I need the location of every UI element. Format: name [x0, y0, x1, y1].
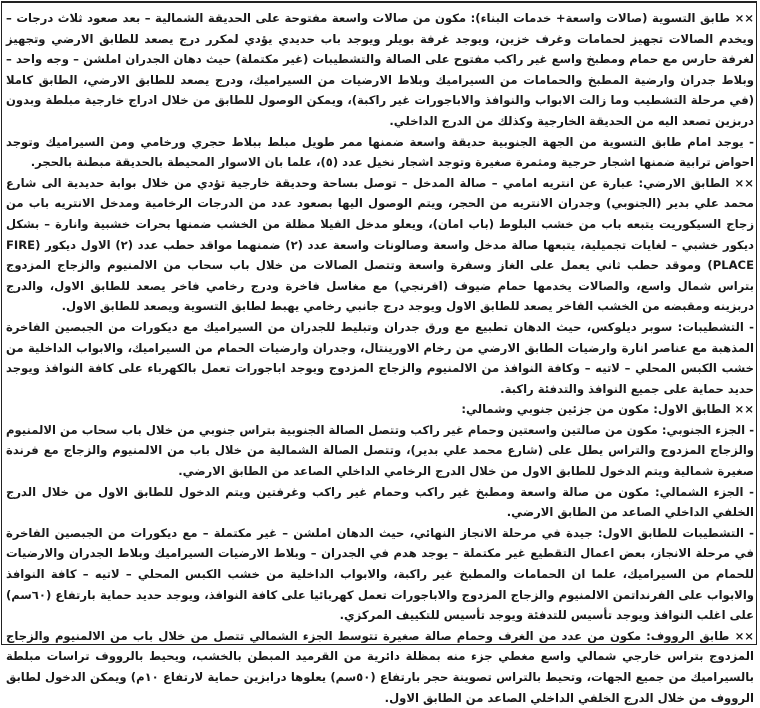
paragraph-first-floor-north: - الجزء الشمالي: مكون من صالة واسعة ومطبخ غير راكب وحمام غير راكب وغرفتين ويتم الدخول للطابق الاول من خلال الدرج الخلفي الداخلي الصاعد من الطابق الارضي.	[6, 484, 754, 520]
paragraph-roof: ×× طابق الرووف: مكون من عدد من الغرف وحمام صالة صغيرة تتوسط الجزء الشمالي تتصل من خلال باب من الالمنيوم والزجاج المزدوج بتراس خارجي شمالي واسع مغطي جزء منه بمظلة دائرية من القرميد المبطن بالخشب، ويحيط بالرووف تراسات مبلطة بالسيراميك من جميع الجهات، وتحيط بالتراس تصوينة حجر بارتفاع (٥٠سم) يعلوها درابزين حماية لارتفاع ١٠م) ويمكن الدخول لطابق الرووف من خلال الدرج الخلفي الداخلي الصاعد من الطابق الاول.	[6, 628, 754, 705]
paragraph-ground-finishes: - التشطيبات: سوبر ديلوكس، حيث الدهان تطبيع مع ورق جدران وتبليط للجدران من السيراميك مع ديكورات من الجبصين الفاخرة المذهبة مع عناصر انارة وارضيات الطابق الارضي من رخام الاورينتال، وجدران وارضيات الحمام من السيراميك، والابواب الداخلية من خشب الكبس المحلي – لاتيه – وكافة النوافذ من الالمنيوم والزجاج المزدوج ويوجد اباجورات تعمل بالكهرباء على كافة النوافذ ويوجد حديد حماية على جميع النوافذ والتدفئة راكبة.	[6, 319, 754, 396]
paragraph-first-floor-finishes: - التشطيبات للطابق الاول: جيدة في مرحلة الانجاز النهائي، حيث الدهان املشن – غير مكتملة – مع ديكورات من الجبصين الفاخرة في مرحلة الانجاز، بعض اعمال التقطيع غير مكتملة – يوجد هدم في الجدران – وبلاط الارضيات السيراميك وبلاط الجدران والارضيات للحمام من السيراميك، علما ان الحمامات والمطبخ غير راكبة، والابواب الداخلية من خشب الكبس المحلي – لاتيه – كافة النوافذ والابواب على الفرنداتمن الالمنيوم والزجاج المزدوج والاباجورات تعمل كهربائيا على كافة النوافذ، ويوجد حديد حماية بارتفاع (٦٠سم) على اغلب النوافذ ويوجد تأسيس للتدفئة ويوجد تأسيس للتكييف المركزي.	[6, 525, 754, 623]
paragraph-first-floor: ×× الطابق الاول: مكون من جزئين جنوبي وشمالي:	[461, 402, 754, 417]
paragraph-ground-floor: ×× الطابق الارضي: عبارة عن انتريه امامي – صالة المدخل – توصل بساحة وحديقة خارجية تؤدي من خلال بوابة حديدية الى شارع محمد علي بدير (الجنوبي) وجدران الانتريه من الحجر، ويتم الوصول اليها بصعود عدد من الدرجات الرخامية ومدخل الانتريه باب من زجاج السيكوريت يتبعه باب من خشب البلوط (باب امان)، ويعلو مدخل الفيلا مظلة من الخشب ضمنها بحرات خشبية وانارة – بشكل ديكور خشبي – لغايات تجميلية، يتبعها صالة مدخل واسعة وصالونات واسعة عدد (٢) ضمنهما مواقد حطب عدد (٢) الاول ديكور (FIRE PLACE) وموقد حطب ثاني يعمل على الغاز وسفرة واسعة وتتصل الصالات من خلال باب سحاب من الالمنيوم والزجاج المزدوج بتراس شمال واسع، والصالات يخدمها حمام ضيوف (افرنجي) مع مغاسل فاخرة ودرج رخامي فاخر يصعد للطابق الاول، والدرج دربزينه ومقبضه من الخشب الفاخر يصعد للطابق الاول ويوجد درج جانبي رخامي يهبط لطابق التسوية ويصعد للطابق الاول.	[6, 175, 755, 314]
paragraph-basement-garden: - يوجد امام طابق التسوية من الجهة الجنوبية حديقة واسعة ضمنها ممر طويل مبلط ببلاط حجري ورخامي ومن السيراميك وتوجد احواض ترابية ضمنها اشجار حرجية ومثمرة صغيرة وتوجد اشجار نخيل عدد (٥)، علما بان الاسوار المحيطة بالحديقة مبطنة بالحجر.	[6, 134, 754, 170]
paragraph-basement: ×× طابق التسوية (صالات واسعة+ خدمات البناء): مكون من صالات واسعة مفتوحة على الحديقة الشمالية – بعد صعود ثلاث درجات – ويخدم الصالات تجهيز لحمامات وغرف خزين، ويوجد غرفة بويلر ويوجد باب حديدي يؤدي لمكرر درج يصعد للطابق الارضي وتجهيز لغرفة حارس مع حمام ومطبخ واسع غير راكب مفتوح على الصالة والتشطيبات (غير مكتملة) حيث دهان الجدران املشن – وجه واحد – وبلاط جدران وارضية المطبخ والحمامات من السيراميك وبلاط الارضيات من السيراميك، ودرج يصعد للطابق الارضي، الطابق كاملا (في مرحلة التشطيب وما زالت الابواب والنوافذ والاباجورات غير راكبة)، ويمكن الوصول للطابق من خلال ادراج خارجية مبلطة وبدون دربزين تصعد اليه من الحديقة الخارجية وكذلك من الدرج الداخلي.	[6, 11, 754, 128]
property-description	[6, 8, 754, 708]
paragraph-first-floor-south: - الجزء الجنوبي: مكون من صالتين واسعتين وحمام غير راكب وتتصل الصالة الجنوبية بتراس جنوبي من خلال باب سحاب من الالمنيوم والزجاج المزدوج والتراس يطل على (شارع محمد علي بدير)، وتتصل الصالة الشمالية من خلال باب من الالمنيوم والزجاج مع فرندة صغيرة شمالية ويتم الدخول للطابق الاول من خلال الدرج الرخامي الداخلي الصاعد من الطابق الارضي.	[6, 422, 754, 479]
